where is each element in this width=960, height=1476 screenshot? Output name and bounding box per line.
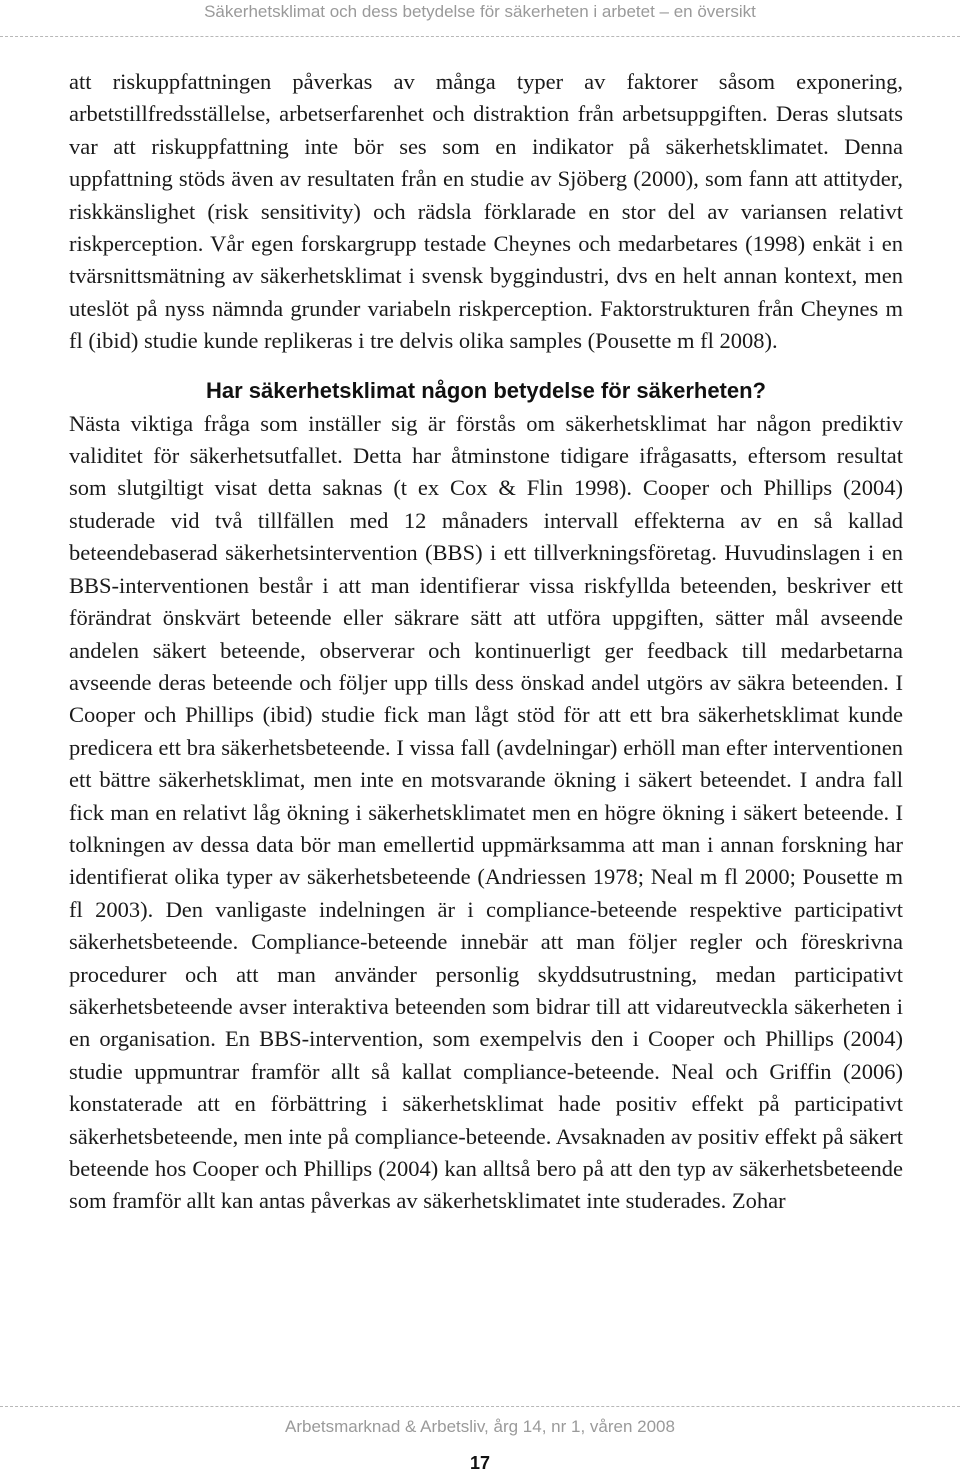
footer-divider	[0, 1406, 960, 1407]
header-divider	[0, 36, 960, 37]
paragraph: Nästa viktiga fråga som inställer sig är förstås om säkerhetsklimat har någon prediktiv validitet för säkerhetsutfallet. Detta har åtminstone tidigare ifrågasatts, eftersom resultat som slutgiltigt visat detta saknas (t ex Cox & Flin 1998). Cooper och Phillips (2004) studerade vid två tillfällen med 12 månaders intervall effekterna av en så kallad beteendebaserad säkerhetsintervention (BBS) i ett tillverkningsföretag. Huvudinslagen i en BBS-interventionen består i att man identifierar vissa riskfyllda beteenden, beskriver ett förändrat önskvärt beteende eller säkrare sätt att utföra uppgiften, sätter mål avseende andelen säkert beteende, observerar och kontinuerligt ger feedback till medarbetarna avseende deras beteende och följer upp tills dess önskad andel utgörs av säkra beteenden. I Cooper och Phillips (ibid) studie fick man lågt stöd för att ett bra säkerhetsklimat kunde predicera ett bra säkerhetsbeteende. I vissa fall (avdelningar) erhöll man efter interventionen ett bättre säkerhetsklimat, men inte en motsvarande ökning i säkert beteendet. I andra fall fick man en relativt låg ökning i säkerhetsklimatet men en högre ökning i säkert beteende. I tolkningen av dessa data bör man emellertid uppmärksamma att man i annan forskning har identifierat olika typer av säkerhetsbeteende (Andriessen 1978; Neal m fl 2000; Pousette m fl 2003). Den vanligaste indelningen är i compliance-beteende respektive participativt säkerhetsbeteende. Compliance-beteende innebär att man följer regler och föreskrivna procedurer och att man använder personlig skyddsutrustning, medan participativt säkerhetsbeteende avser interaktiva beteenden som bidrar till att vidareutveckla säkerheten i en organisation. En BBS-intervention, som exempelvis den i Cooper och Phillips (2004) studie uppmuntrar framför allt så kallat compliance-beteende. Neal och Griffin (2006) konstaterade att en förbättring i säkerhetsklimat hade positiv effekt på participativt säkerhetsbeteende, men inte på compliance-beteende. Avsaknaden av positiv effekt på säkert beteende hos Cooper och Phillips (2004) kan alltså bero på att den typ av säkerhetsbeteende som framför allt kan antas påverkas av säkerhetsklimatet inte studerades. Zohar	[69, 410, 903, 1214]
section-heading: Har säkerhetsklimat någon betydelse för säkerheten?	[206, 377, 766, 403]
article-body	[69, 66, 903, 1218]
journal-footer: Arbetsmarknad & Arbetsliv, årg 14, nr 1, våren 2008	[285, 1417, 675, 1436]
page-number: 17	[469, 1453, 491, 1473]
paragraph: att riskuppfattningen påverkas av många typer av faktorer såsom exponering, arbetstillfredsställelse, arbetserfarenhet och distraktion från arbetsuppgiften. Deras slutsats var att riskuppfattning inte bör ses som en indikator på säkerhetsklimatet. Denna uppfattning stöds även av resultaten från en studie av Sjöberg (2000), som fann att attityder, riskkänslighet (risk sensitivity) och rädsla förklarade en stor del av variansen relativt riskperception. Vår egen forskargrupp testade Cheynes och medarbetares (1998) enkät i en tvärsnittsmätning av säkerhetsklimat i svensk byggindustri, dvs en helt annan kontext, men uteslöt på nyss nämnda grunder variabeln riskperception. Faktorstrukturen från Cheynes m fl (ibid) studie kunde replikeras i tre delvis olika samples (Pousette m fl 2008).	[69, 69, 903, 354]
running-header: Säkerhetsklimat och dess betydelse för säkerheten i arbetet – en översikt	[204, 2, 756, 21]
